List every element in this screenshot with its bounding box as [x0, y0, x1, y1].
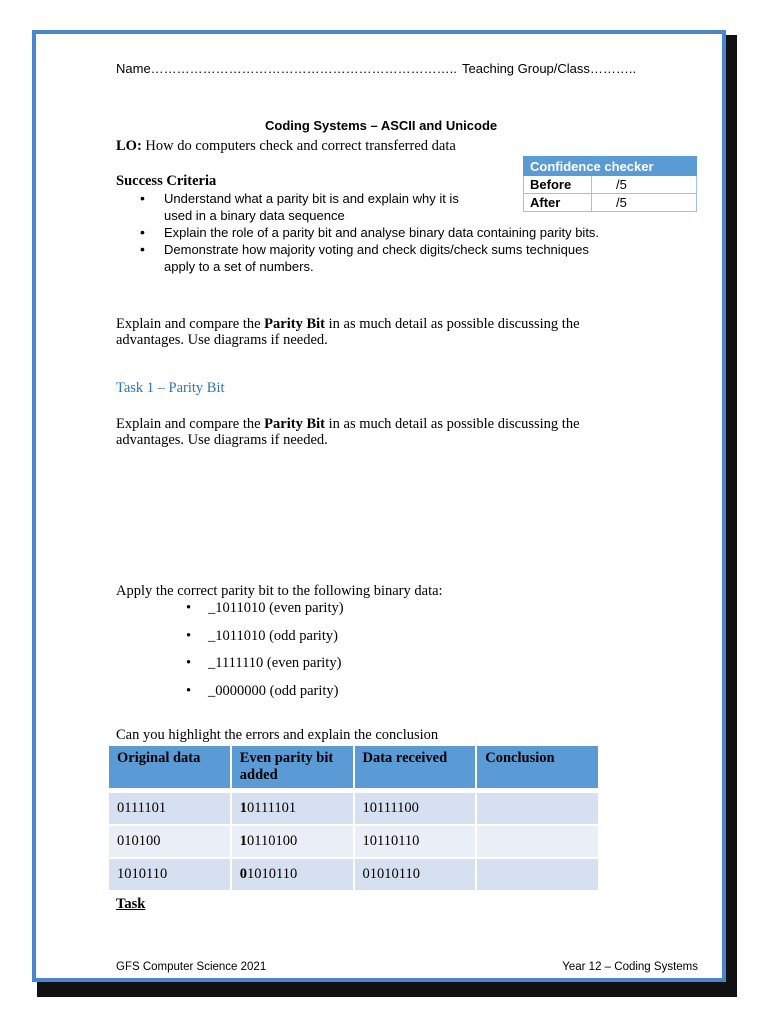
original-cell: 010100 [109, 826, 230, 857]
footer-left: GFS Computer Science 2021 [116, 961, 267, 973]
confidence-before-label: Before [524, 176, 592, 194]
added-cell: 10110100 [232, 826, 353, 857]
parity-exercise-item[interactable]: • _1011010 (odd parity) [182, 626, 344, 654]
conclusion-cell[interactable] [477, 793, 598, 824]
explain-paragraph-1: Explain and compare the Parity Bit in as much detail as possible discussing the advantages. Use diagrams if needed. [116, 316, 580, 348]
table-row [109, 859, 598, 890]
conclusion-cell[interactable] [477, 826, 598, 857]
original-cell: 0111101 [109, 793, 230, 824]
parity-exercise-list [182, 598, 344, 708]
col-original-data: Original data [109, 746, 230, 788]
learning-objective [116, 138, 456, 155]
col-conclusion: Conclusion [477, 746, 598, 788]
confidence-before-value[interactable]: /5 [592, 176, 697, 194]
confidence-after-value[interactable]: /5 [592, 194, 697, 212]
conclusion-cell[interactable] [477, 859, 598, 890]
name-line[interactable]: Name…………………………………………………………….. [116, 61, 457, 76]
success-criteria-heading: Success Criteria [116, 173, 217, 189]
parity-exercise-item[interactable]: • _0000000 (odd parity) [182, 681, 344, 709]
col-even-parity-bit: Even parity bit added [232, 746, 353, 788]
received-cell: 10110110 [355, 826, 476, 857]
page-title: Coding Systems – ASCII and Unicode [265, 118, 498, 133]
criteria-item: • Demonstrate how majority voting and check digits/check sums techniques apply to a set of numbers. [122, 241, 642, 275]
col-data-received: Data received [355, 746, 476, 788]
received-cell: 01010110 [355, 859, 476, 890]
table-row [109, 826, 598, 857]
footer-right: Year 12 – Coding Systems [562, 961, 698, 973]
task1-heading: Task 1 – Parity Bit [116, 380, 225, 396]
task-label: Task [116, 896, 146, 912]
confidence-heading: Confidence checker [524, 157, 697, 176]
parity-table [107, 744, 600, 892]
lo-label: LO: [116, 138, 142, 154]
original-cell: 1010110 [109, 859, 230, 890]
table-row [109, 793, 598, 824]
highlight-intro: Can you highlight the errors and explain the conclusion [116, 727, 439, 743]
explain-paragraph-2: Explain and compare the Parity Bit in as much detail as possible discussing the advantages. Use diagrams if needed. [116, 416, 580, 448]
criteria-item: • Understand what a parity bit is and explain why it is used in a binary data sequence [122, 190, 642, 224]
received-cell: 10111100 [355, 793, 476, 824]
table-header-row [109, 746, 598, 788]
criteria-item: • Explain the role of a parity bit and analyse binary data containing parity bits. [122, 224, 642, 241]
added-cell: 10111101 [232, 793, 353, 824]
success-criteria-list [122, 190, 642, 275]
parity-exercise-item[interactable]: • _1111110 (even parity) [182, 653, 344, 681]
confidence-after-label: After [524, 194, 592, 212]
parity-exercise-item[interactable]: • _1011010 (even parity) [182, 598, 344, 626]
added-cell: 01010110 [232, 859, 353, 890]
apply-intro: Apply the correct parity bit to the following binary data: [116, 583, 443, 599]
class-line[interactable]: Teaching Group/Class……….. [462, 61, 637, 76]
lo-text: How do computers check and correct transferred data [141, 138, 456, 154]
